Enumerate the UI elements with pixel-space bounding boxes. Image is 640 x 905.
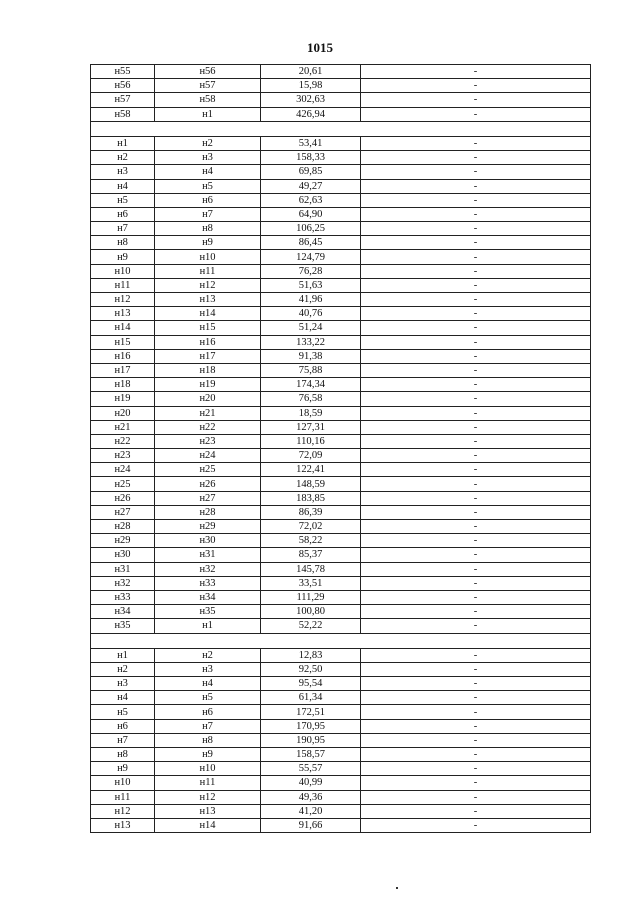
to-point-cell: н34 <box>155 590 261 604</box>
to-point-cell: н56 <box>155 65 261 79</box>
to-point-cell: н1 <box>155 107 261 121</box>
table-row <box>91 136 591 150</box>
table-row <box>91 236 591 250</box>
to-point-cell: н9 <box>155 748 261 762</box>
from-point-cell: н31 <box>91 562 155 576</box>
from-point-cell: н27 <box>91 505 155 519</box>
table-row <box>91 648 591 662</box>
to-point-cell: н27 <box>155 491 261 505</box>
from-point-cell: н10 <box>91 264 155 278</box>
note-cell: - <box>361 222 591 236</box>
note-cell: - <box>361 193 591 207</box>
table-row <box>91 406 591 420</box>
table-row <box>91 562 591 576</box>
distance-cell: 40,76 <box>261 307 361 321</box>
distance-cell: 76,58 <box>261 392 361 406</box>
to-point-cell: н20 <box>155 392 261 406</box>
from-point-cell: н2 <box>91 662 155 676</box>
to-point-cell: н25 <box>155 463 261 477</box>
distance-cell: 92,50 <box>261 662 361 676</box>
to-point-cell: н26 <box>155 477 261 491</box>
table-row <box>91 762 591 776</box>
from-point-cell: н35 <box>91 619 155 633</box>
from-point-cell: н9 <box>91 250 155 264</box>
table-row <box>91 463 591 477</box>
from-point-cell: н55 <box>91 65 155 79</box>
note-cell: - <box>361 719 591 733</box>
table-row <box>91 590 591 604</box>
to-point-cell: н9 <box>155 236 261 250</box>
distance-cell: 40,99 <box>261 776 361 790</box>
distance-cell: 122,41 <box>261 463 361 477</box>
table-row <box>91 790 591 804</box>
note-cell: - <box>361 705 591 719</box>
from-point-cell: н58 <box>91 107 155 121</box>
to-point-cell: н23 <box>155 434 261 448</box>
distance-cell: 127,31 <box>261 420 361 434</box>
from-point-cell: н23 <box>91 449 155 463</box>
table-row <box>91 576 591 590</box>
table-row <box>91 293 591 307</box>
distance-cell: 133,22 <box>261 335 361 349</box>
to-point-cell: н32 <box>155 562 261 576</box>
note-cell: - <box>361 363 591 377</box>
distance-cell: 426,94 <box>261 107 361 121</box>
from-point-cell: н4 <box>91 179 155 193</box>
distance-cell: 51,24 <box>261 321 361 335</box>
table-row <box>91 662 591 676</box>
to-point-cell: н12 <box>155 278 261 292</box>
table-row <box>91 719 591 733</box>
table-row <box>91 605 591 619</box>
distance-cell: 20,61 <box>261 65 361 79</box>
to-point-cell: н11 <box>155 776 261 790</box>
table-row <box>91 548 591 562</box>
to-point-cell: н3 <box>155 662 261 676</box>
page-number: 1015 <box>307 40 333 55</box>
from-point-cell: н11 <box>91 790 155 804</box>
note-cell: - <box>361 605 591 619</box>
to-point-cell: н14 <box>155 818 261 832</box>
note-cell: - <box>361 776 591 790</box>
note-cell: - <box>361 619 591 633</box>
distance-cell: 49,36 <box>261 790 361 804</box>
distance-cell: 110,16 <box>261 434 361 448</box>
table-row <box>91 477 591 491</box>
distance-cell: 95,54 <box>261 677 361 691</box>
note-cell: - <box>361 79 591 93</box>
from-point-cell: н7 <box>91 733 155 747</box>
to-point-cell: н5 <box>155 179 261 193</box>
to-point-cell: н10 <box>155 250 261 264</box>
to-point-cell: н2 <box>155 648 261 662</box>
from-point-cell: н13 <box>91 307 155 321</box>
from-point-cell: н7 <box>91 222 155 236</box>
note-cell: - <box>361 648 591 662</box>
from-point-cell: н56 <box>91 79 155 93</box>
scan-speck <box>396 887 398 889</box>
distance-cell: 183,85 <box>261 491 361 505</box>
from-point-cell: н11 <box>91 278 155 292</box>
note-cell: - <box>361 179 591 193</box>
from-point-cell: н3 <box>91 165 155 179</box>
to-point-cell: н15 <box>155 321 261 335</box>
from-point-cell: н6 <box>91 719 155 733</box>
from-point-cell: н6 <box>91 207 155 221</box>
boundary-points-table <box>90 64 591 833</box>
from-point-cell: н30 <box>91 548 155 562</box>
note-cell: - <box>361 335 591 349</box>
from-point-cell: н10 <box>91 776 155 790</box>
note-cell: - <box>361 748 591 762</box>
to-point-cell: н1 <box>155 619 261 633</box>
note-cell: - <box>361 733 591 747</box>
note-cell: - <box>361 505 591 519</box>
table-row <box>91 776 591 790</box>
from-point-cell: н22 <box>91 434 155 448</box>
distance-cell: 148,59 <box>261 477 361 491</box>
from-point-cell: н25 <box>91 477 155 491</box>
note-cell: - <box>361 236 591 250</box>
table-row <box>91 505 591 519</box>
from-point-cell: н1 <box>91 136 155 150</box>
note-cell: - <box>361 250 591 264</box>
to-point-cell: н30 <box>155 534 261 548</box>
table-row <box>91 392 591 406</box>
from-point-cell: н5 <box>91 705 155 719</box>
table-row <box>91 151 591 165</box>
distance-cell: 61,34 <box>261 691 361 705</box>
table-row <box>91 520 591 534</box>
to-point-cell: н21 <box>155 406 261 420</box>
from-point-cell: н57 <box>91 93 155 107</box>
from-point-cell: н1 <box>91 648 155 662</box>
to-point-cell: н13 <box>155 293 261 307</box>
to-point-cell: н28 <box>155 505 261 519</box>
note-cell: - <box>361 434 591 448</box>
to-point-cell: н6 <box>155 193 261 207</box>
note-cell: - <box>361 463 591 477</box>
note-cell: - <box>361 804 591 818</box>
table-row <box>91 420 591 434</box>
note-cell: - <box>361 264 591 278</box>
distance-cell: 53,41 <box>261 136 361 150</box>
from-point-cell: н12 <box>91 804 155 818</box>
from-point-cell: н15 <box>91 335 155 349</box>
from-point-cell: н4 <box>91 691 155 705</box>
from-point-cell: н8 <box>91 236 155 250</box>
from-point-cell: н28 <box>91 520 155 534</box>
table-row <box>91 65 591 79</box>
distance-cell: 124,79 <box>261 250 361 264</box>
note-cell: - <box>361 378 591 392</box>
distance-cell: 41,96 <box>261 293 361 307</box>
note-cell: - <box>361 321 591 335</box>
note-cell: - <box>361 392 591 406</box>
note-cell: - <box>361 520 591 534</box>
table-row <box>91 335 591 349</box>
note-cell: - <box>361 790 591 804</box>
table-row <box>91 107 591 121</box>
table-row <box>91 93 591 107</box>
distance-cell: 52,22 <box>261 619 361 633</box>
note-cell: - <box>361 548 591 562</box>
table-row <box>91 165 591 179</box>
table-row <box>91 677 591 691</box>
note-cell: - <box>361 107 591 121</box>
distance-cell: 51,63 <box>261 278 361 292</box>
table-row <box>91 250 591 264</box>
table-row <box>91 449 591 463</box>
table-row <box>91 619 591 633</box>
from-point-cell: н34 <box>91 605 155 619</box>
separator-cell <box>91 121 591 136</box>
to-point-cell: н12 <box>155 790 261 804</box>
note-cell: - <box>361 349 591 363</box>
note-cell: - <box>361 65 591 79</box>
section-separator-row <box>91 121 591 136</box>
table-row <box>91 491 591 505</box>
to-point-cell: н4 <box>155 677 261 691</box>
from-point-cell: н29 <box>91 534 155 548</box>
to-point-cell: н31 <box>155 548 261 562</box>
to-point-cell: н8 <box>155 222 261 236</box>
to-point-cell: н16 <box>155 335 261 349</box>
note-cell: - <box>361 420 591 434</box>
to-point-cell: н33 <box>155 576 261 590</box>
table-row <box>91 818 591 832</box>
from-point-cell: н19 <box>91 392 155 406</box>
note-cell: - <box>361 491 591 505</box>
table-row <box>91 349 591 363</box>
distance-cell: 91,38 <box>261 349 361 363</box>
distance-cell: 158,57 <box>261 748 361 762</box>
note-cell: - <box>361 165 591 179</box>
note-cell: - <box>361 151 591 165</box>
from-point-cell: н16 <box>91 349 155 363</box>
distance-cell: 12,83 <box>261 648 361 662</box>
table-row <box>91 207 591 221</box>
distance-cell: 58,22 <box>261 534 361 548</box>
from-point-cell: н5 <box>91 193 155 207</box>
table-row <box>91 307 591 321</box>
from-point-cell: н17 <box>91 363 155 377</box>
table-row <box>91 278 591 292</box>
table-row <box>91 222 591 236</box>
note-cell: - <box>361 307 591 321</box>
distance-cell: 91,66 <box>261 818 361 832</box>
distance-cell: 72,09 <box>261 449 361 463</box>
note-cell: - <box>361 449 591 463</box>
note-cell: - <box>361 477 591 491</box>
distance-cell: 85,37 <box>261 548 361 562</box>
distance-cell: 64,90 <box>261 207 361 221</box>
to-point-cell: н2 <box>155 136 261 150</box>
distance-cell: 158,33 <box>261 151 361 165</box>
distance-cell: 170,95 <box>261 719 361 733</box>
distance-cell: 302,63 <box>261 93 361 107</box>
note-cell: - <box>361 818 591 832</box>
table-row <box>91 179 591 193</box>
to-point-cell: н10 <box>155 762 261 776</box>
to-point-cell: н13 <box>155 804 261 818</box>
to-point-cell: н57 <box>155 79 261 93</box>
note-cell: - <box>361 677 591 691</box>
separator-cell <box>91 633 591 648</box>
to-point-cell: н5 <box>155 691 261 705</box>
to-point-cell: н19 <box>155 378 261 392</box>
distance-cell: 41,20 <box>261 804 361 818</box>
from-point-cell: н20 <box>91 406 155 420</box>
table-row <box>91 804 591 818</box>
distance-cell: 190,95 <box>261 733 361 747</box>
from-point-cell: н13 <box>91 818 155 832</box>
distance-cell: 55,57 <box>261 762 361 776</box>
from-point-cell: н18 <box>91 378 155 392</box>
to-point-cell: н18 <box>155 363 261 377</box>
distance-cell: 86,39 <box>261 505 361 519</box>
note-cell: - <box>361 278 591 292</box>
table-row <box>91 264 591 278</box>
from-point-cell: н3 <box>91 677 155 691</box>
note-cell: - <box>361 576 591 590</box>
distance-cell: 111,29 <box>261 590 361 604</box>
note-cell: - <box>361 207 591 221</box>
distance-cell: 106,25 <box>261 222 361 236</box>
note-cell: - <box>361 534 591 548</box>
from-point-cell: н14 <box>91 321 155 335</box>
distance-cell: 69,85 <box>261 165 361 179</box>
table-row <box>91 378 591 392</box>
table-body <box>91 65 591 833</box>
to-point-cell: н7 <box>155 207 261 221</box>
note-cell: - <box>361 762 591 776</box>
table-row <box>91 534 591 548</box>
table-row <box>91 363 591 377</box>
to-point-cell: н22 <box>155 420 261 434</box>
table-row <box>91 321 591 335</box>
section-separator-row <box>91 633 591 648</box>
table-row <box>91 748 591 762</box>
to-point-cell: н3 <box>155 151 261 165</box>
from-point-cell: н12 <box>91 293 155 307</box>
from-point-cell: н9 <box>91 762 155 776</box>
note-cell: - <box>361 136 591 150</box>
to-point-cell: н7 <box>155 719 261 733</box>
to-point-cell: н58 <box>155 93 261 107</box>
distance-cell: 72,02 <box>261 520 361 534</box>
table-row <box>91 733 591 747</box>
to-point-cell: н4 <box>155 165 261 179</box>
distance-cell: 86,45 <box>261 236 361 250</box>
to-point-cell: н8 <box>155 733 261 747</box>
distance-cell: 145,78 <box>261 562 361 576</box>
distance-cell: 33,51 <box>261 576 361 590</box>
distance-cell: 100,80 <box>261 605 361 619</box>
from-point-cell: н24 <box>91 463 155 477</box>
distance-cell: 18,59 <box>261 406 361 420</box>
table-row <box>91 434 591 448</box>
from-point-cell: н8 <box>91 748 155 762</box>
to-point-cell: н6 <box>155 705 261 719</box>
distance-cell: 172,51 <box>261 705 361 719</box>
note-cell: - <box>361 93 591 107</box>
table-row <box>91 193 591 207</box>
to-point-cell: н29 <box>155 520 261 534</box>
distance-cell: 62,63 <box>261 193 361 207</box>
distance-cell: 75,88 <box>261 363 361 377</box>
note-cell: - <box>361 562 591 576</box>
distance-cell: 49,27 <box>261 179 361 193</box>
distance-cell: 15,98 <box>261 79 361 93</box>
from-point-cell: н32 <box>91 576 155 590</box>
note-cell: - <box>361 406 591 420</box>
to-point-cell: н24 <box>155 449 261 463</box>
table-row <box>91 705 591 719</box>
distance-cell: 174,34 <box>261 378 361 392</box>
from-point-cell: н33 <box>91 590 155 604</box>
from-point-cell: н2 <box>91 151 155 165</box>
from-point-cell: н21 <box>91 420 155 434</box>
table-row <box>91 79 591 93</box>
note-cell: - <box>361 293 591 307</box>
to-point-cell: н35 <box>155 605 261 619</box>
to-point-cell: н11 <box>155 264 261 278</box>
distance-cell: 76,28 <box>261 264 361 278</box>
note-cell: - <box>361 590 591 604</box>
to-point-cell: н14 <box>155 307 261 321</box>
note-cell: - <box>361 662 591 676</box>
from-point-cell: н26 <box>91 491 155 505</box>
to-point-cell: н17 <box>155 349 261 363</box>
note-cell: - <box>361 691 591 705</box>
table-row <box>91 691 591 705</box>
